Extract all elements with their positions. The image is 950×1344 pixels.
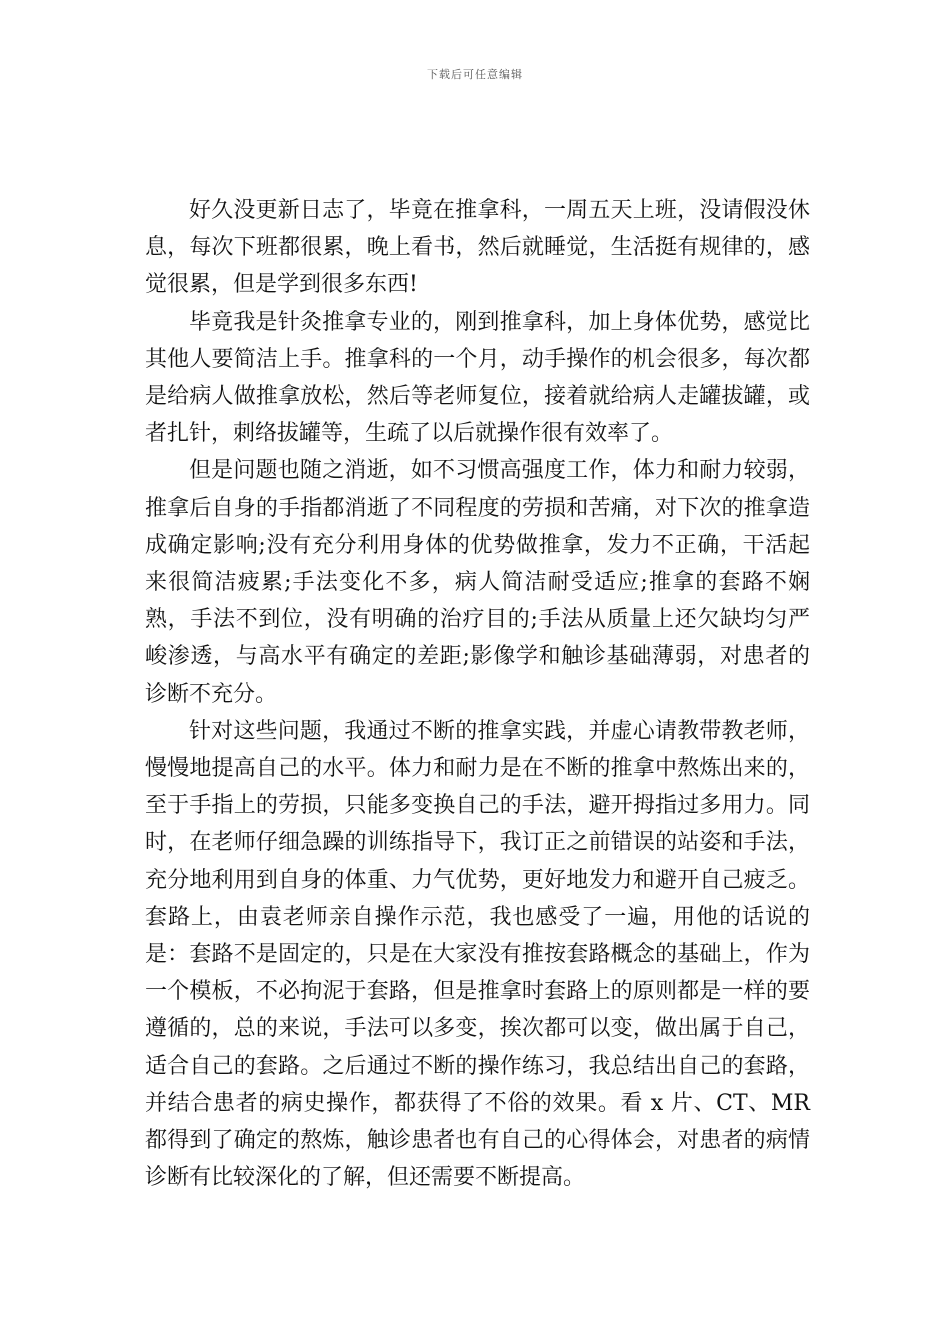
paragraph-3: 但是问题也随之消逝，如不习惯高强度工作，体力和耐力较弱，推拿后自身的手指都消逝了不同程度的劳损和苦痛，对下次的推拿造成确定影响;没有充分利用身体的优势做推拿，发力不正确，干活起来很简洁疲累;手法变化不多，病人简洁耐受适应;推拿的套路不娴熟，手法不到位，没有明确的治疗目的;手法从质量上还欠缺均匀严峻渗透，与高水平有确定的差距;影像学和触诊基础薄弱，对患者的诊断不充分。 (145, 458, 810, 707)
page-header-note: 下载后可任意编辑 (427, 68, 523, 81)
paragraph-2: 毕竟我是针灸推拿专业的，刚到推拿科，加上身体优势，感觉比其他人要简洁上手。推拿科的一个月，动手操作的机会很多，每次都是给病人做推拿放松，然后等老师复位，接着就给病人走罐拔罐，或者扎针，刺络拔罐等，生疏了以后就操作很有效率了。 (145, 309, 810, 447)
document-body (145, 192, 810, 1196)
paragraph-1: 好久没更新日志了，毕竟在推拿科，一周五天上班，没请假没休息，每次下班都很累，晚上看书，然后就睡觉，生活挺有规律的，感觉很累，但是学到很多东西! (145, 198, 810, 298)
paragraph-4: 针对这些问题，我通过不断的推拿实践，并虚心请教带教老师，慢慢地提高自己的水平。体力和耐力是在不断的推拿中熬炼出来的，至于手指上的劳损，只能多变换自己的手法，避开拇指过多用力。同时，在老师仔细急躁的训练指导下，我订正之前错误的站姿和手法，充分地利用到自身的体重、力气优势，更好地发力和避开自己疲乏。套路上，由袁老师亲自操作示范，我也感受了一遍，用他的话说的是：套路不是固定的，只是在大家没有推按套路概念的基础上，作为一个模板，不必拘泥于套路，但是推拿时套路上的原则都是一样的要遵循的，总的来说，手法可以多变，挨次都可以变，做出属于自己，适合自己的套路。之后通过不断的操作练习，我总结出自己的套路，并结合患者的病史操作，都获得了不俗的效果。看 x 片、CT、MR 都得到了确定的熬炼，触诊患者也有自己的心得体会，对患者的病情诊断有比较深化的了解，但还需要不断提高。 (145, 718, 810, 1191)
